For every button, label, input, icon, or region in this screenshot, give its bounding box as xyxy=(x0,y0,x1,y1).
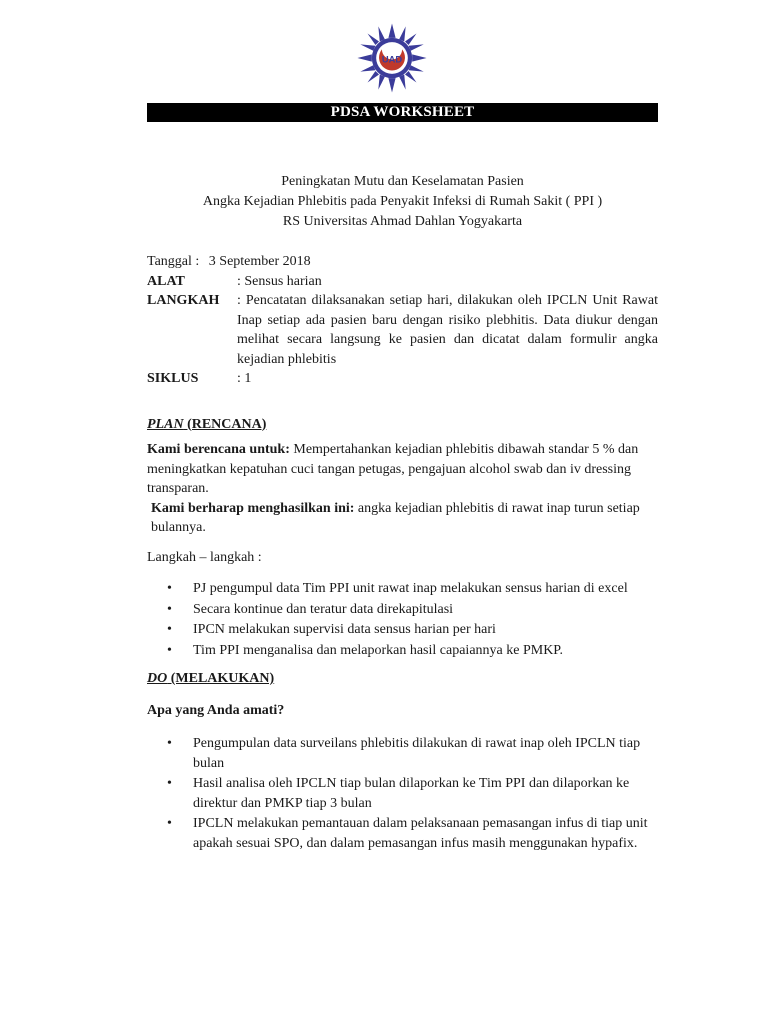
list-item: • Tim PPI menganalisa dan melaporkan hasil capaiannya ke PMKP. xyxy=(147,641,658,661)
do-heading-italic: DO xyxy=(147,671,168,686)
langkah-value: : Pencatatan dilaksanakan setiap hari, dilakukan oleh IPCLN Unit Rawat Inap setiap ada pasien baru dengan risiko plebhitis. Data diukur dengan melihat secara langsung ke pasien dan dicatat dalam formulir angka kejadian phlebitis xyxy=(237,293,658,367)
steps-label: Langkah – langkah : xyxy=(147,549,262,565)
list-item: • PJ pengumpul data Tim PPI unit rawat inap melakukan sensus harian di excel xyxy=(147,579,658,599)
plan-heading-italic: PLAN xyxy=(147,416,184,432)
siklus-label: SIKLUS xyxy=(147,371,199,386)
berencana-label: Kami berencana untuk: xyxy=(147,442,290,457)
header-line-3: RS Universitas Ahmad Dahlan Yogyakarta xyxy=(282,214,523,229)
plan-heading-rest: (RENCANA) xyxy=(183,416,267,432)
do-heading-rest: (MELAKUKAN) xyxy=(167,671,275,686)
plan-berencana xyxy=(147,440,658,499)
list-item: • Pengumpulan data surveilans phlebitis dilakukan di rawat inap oleh IPCLN tiap bulan xyxy=(147,734,658,773)
plan-heading xyxy=(147,415,658,435)
tanggal-label: Tanggal : xyxy=(147,254,200,269)
worksheet-title: PDSA WORKSHEET xyxy=(147,103,658,122)
plan-berharap xyxy=(147,499,658,538)
document-body xyxy=(147,172,658,854)
berharap-label: Kami berharap menghasilkan ini: xyxy=(151,500,355,516)
header-line-1: Peningkatan Mutu dan Keselamatan Pasien xyxy=(281,174,524,189)
uad-logo xyxy=(356,22,428,94)
langkah-row xyxy=(147,291,658,369)
list-item: • IPCLN melakukan pemantauan dalam pelaksanaan pemasangan infus di tiap unit apakah sesuai SPO, dan dalam pemasangan infus masih menggunakan hypafix. xyxy=(147,814,658,853)
langkah-label: LANGKAH xyxy=(147,293,220,308)
header-line-2: Angka Kejadian Phlebitis pada Penyakit Infeksi di Rumah Sakit ( PPI ) xyxy=(202,194,603,209)
plan-steps-list xyxy=(147,579,658,660)
tanggal-value: 3 September 2018 xyxy=(208,254,311,269)
tanggal-row xyxy=(147,252,658,272)
list-item: • Secara kontinue dan teratur data direkapitulasi xyxy=(147,600,658,620)
do-heading xyxy=(147,669,658,689)
list-item: • Hasil analisa oleh IPCLN tiap bulan dilaporkan ke Tim PPI dan dilaporkan ke direktur dan PMKP tiap 3 bulan xyxy=(147,774,658,813)
logo-text: UAD xyxy=(381,54,403,65)
document-header xyxy=(147,172,658,232)
siklus-value: : 1 xyxy=(237,371,252,386)
alat-label: ALAT xyxy=(147,273,185,289)
berencana-text: Mempertahankan kejadian phlebitis dibawah standar 5 % dan meningkatkan kepatuhan cuci tangan petugas, pengajuan alcohol swab dan iv dressing transparan. xyxy=(147,442,639,496)
berharap-text: angka kejadian phlebitis di rawat inap turun setiap bulannya. xyxy=(151,500,640,535)
alat-value: : Sensus harian xyxy=(237,273,322,289)
do-question: Apa yang Anda amati? xyxy=(147,702,285,718)
list-item: • IPCN melakukan supervisi data sensus harian per hari xyxy=(147,620,658,640)
alat-row xyxy=(147,272,658,292)
siklus-row xyxy=(147,369,658,389)
do-observations-list xyxy=(147,734,658,853)
